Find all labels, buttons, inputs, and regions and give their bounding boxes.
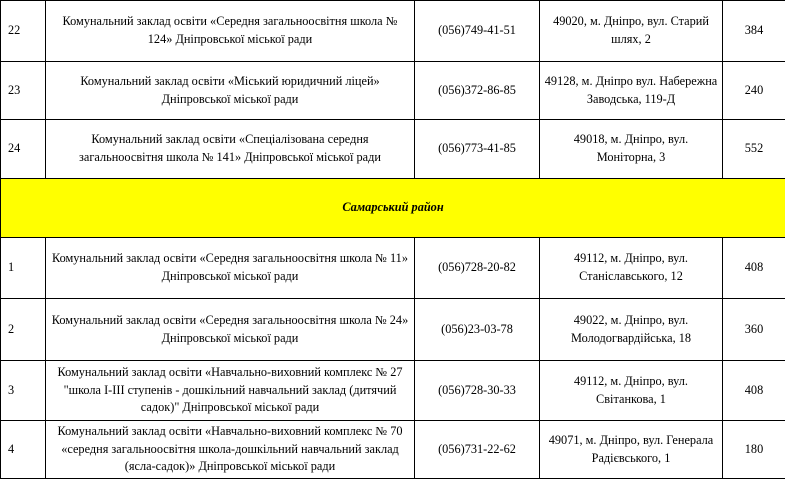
phone-number: (056)731-22-62 (415, 421, 540, 479)
school-name: Комунальний заклад освіти «Спеціалізована середня загальноосвітня школа № 141» Дніпровської міської ради (46, 120, 415, 179)
row-number: 22 (1, 1, 46, 62)
row-number: 3 (1, 361, 46, 421)
phone-number: (056)728-30-33 (415, 361, 540, 421)
student-count: 180 (723, 421, 785, 479)
row-number: 4 (1, 421, 46, 479)
student-count: 240 (723, 62, 785, 120)
address: 49018, м. Дніпро, вул. Моніторна, 3 (540, 120, 723, 179)
school-name: Комунальний заклад освіти «Міський юридичний ліцей» Дніпровської міської ради (46, 62, 415, 120)
row-number: 1 (1, 238, 46, 299)
student-count: 384 (723, 1, 785, 62)
student-count: 408 (723, 238, 785, 299)
address: 49022, м. Дніпро, вул. Молодогвардійська, 18 (540, 299, 723, 361)
student-count: 408 (723, 361, 785, 421)
table-row (1, 361, 785, 421)
student-count: 360 (723, 299, 785, 361)
row-number: 2 (1, 299, 46, 361)
address: 49020, м. Дніпро, вул. Старий шлях, 2 (540, 1, 723, 62)
district-header-row (1, 179, 785, 238)
school-name: Комунальний заклад освіти «Середня загальноосвітня школа № 11» Дніпровської міської ради (46, 238, 415, 299)
phone-number: (056)23-03-78 (415, 299, 540, 361)
phone-number: (056)749-41-51 (415, 1, 540, 62)
school-name: Комунальний заклад освіти «Середня загальноосвітня школа № 24» Дніпровської міської ради (46, 299, 415, 361)
address: 49112, м. Дніпро, вул. Світанкова, 1 (540, 361, 723, 421)
table-row (1, 120, 785, 179)
phone-number: (056)728-20-82 (415, 238, 540, 299)
phone-number: (056)372-86-85 (415, 62, 540, 120)
table-row (1, 238, 785, 299)
row-number: 23 (1, 62, 46, 120)
student-count: 552 (723, 120, 785, 179)
address: 49112, м. Дніпро, вул. Станіславського, 12 (540, 238, 723, 299)
school-name: Комунальний заклад освіти «Середня загальноосвітня школа № 124» Дніпровської міської ради (46, 1, 415, 62)
table-row (1, 421, 785, 479)
district-name: Самарський район (1, 179, 785, 238)
address: 49071, м. Дніпро, вул. Генерала Радієвського, 1 (540, 421, 723, 479)
table-row (1, 1, 785, 62)
address: 49128, м. Дніпро вул. Набережна Заводська, 119-Д (540, 62, 723, 120)
school-name: Комунальний заклад освіти «Навчально-виховний комплекс № 70 «середня загальноосвітня школа-дошкільний навчальний заклад (ясла-садок)» Дніпровської міської ради (46, 421, 415, 479)
phone-number: (056)773-41-85 (415, 120, 540, 179)
table-row (1, 62, 785, 120)
table-row (1, 299, 785, 361)
school-name: Комунальний заклад освіти «Навчально-виховний комплекс № 27 "школа І-ІІІ ступенів - дошкільний навчальний заклад (дитячий садок)" Дніпровської міської ради (46, 361, 415, 421)
row-number: 24 (1, 120, 46, 179)
